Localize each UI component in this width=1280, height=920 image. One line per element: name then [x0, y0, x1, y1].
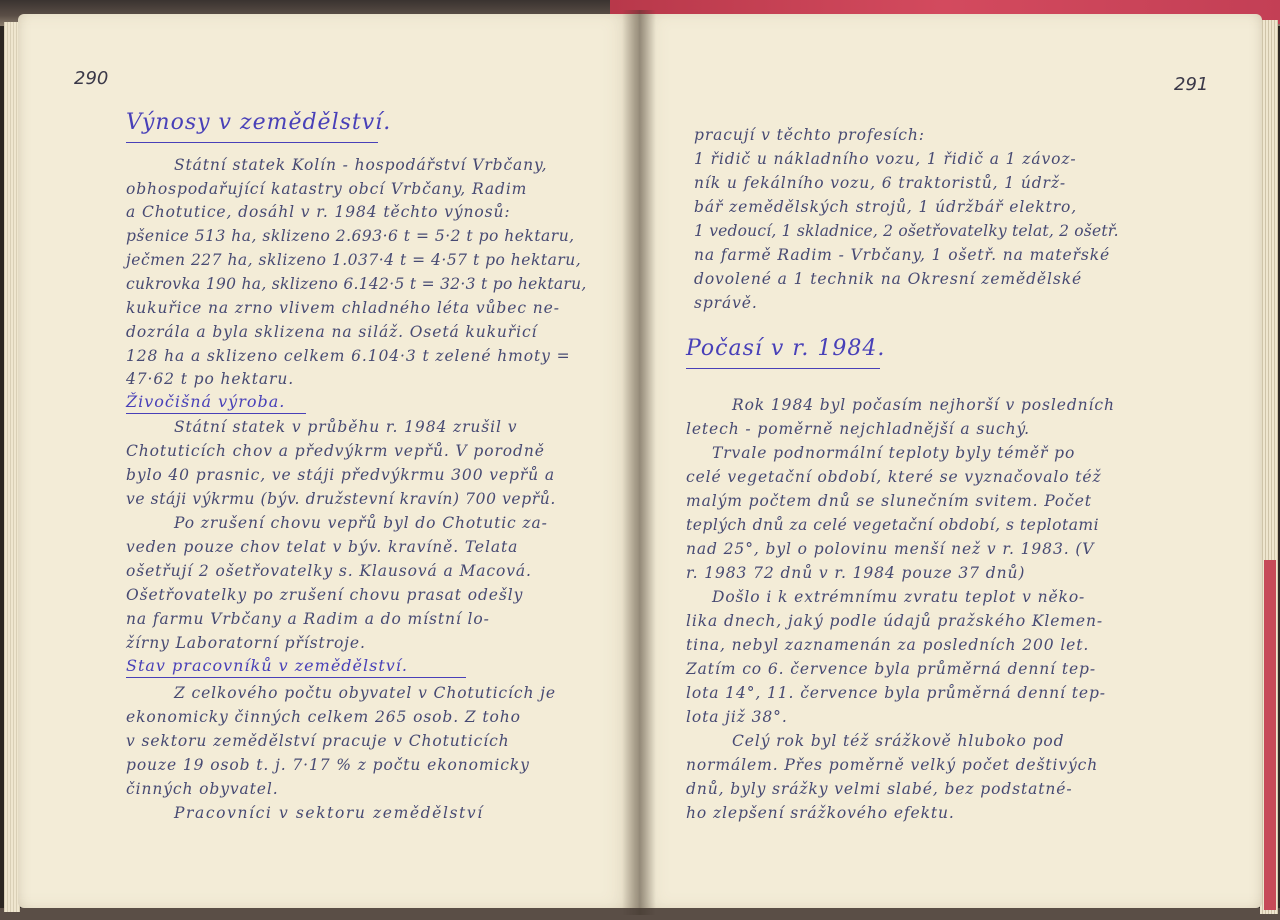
- text-line: ekonomicky činných celkem 265 osob. Z toho: [126, 708, 521, 726]
- text-line: dozrála a byla sklizena na siláž. Osetá kukuřicí: [126, 323, 538, 341]
- page-number-right: 291: [1174, 74, 1209, 95]
- text-line: Státní statek v průběhu r. 1984 zrušil v: [174, 418, 518, 436]
- text-line: pšenice 513 ha, sklizeno 2.693·6 t = 5·2 t po hektaru,: [126, 227, 575, 245]
- heading-animal-underline: [126, 413, 306, 414]
- heading-weather-underline: [686, 368, 880, 369]
- text-line: 128 ha a sklizeno celkem 6.104·3 t zelené hmoty =: [126, 347, 571, 365]
- text-line: ve stáji výkrmu (býv. družstevní kravín) 700 vepřů.: [126, 490, 556, 508]
- right-page: [636, 14, 1262, 908]
- text-line: lota 14°, 11. července byla průměrná denní tep-: [686, 684, 1106, 702]
- text-line: Trvale podnormální teploty byly téměř po: [712, 444, 1076, 462]
- text-line: 1 vedoucí, 1 skladnice, 2 ošetřovatelky telat, 2 ošetř.: [694, 222, 1119, 240]
- text-line: r. 1983 72 dnů v r. 1984 pouze 37 dnů): [686, 564, 1026, 582]
- text-line: obhospodařující katastry obcí Vrbčany, Radim: [126, 180, 528, 198]
- text-line: Zatím co 6. července byla průměrná denní tep-: [686, 660, 1096, 678]
- text-line: žírny Laboratorní přístroje.: [126, 634, 366, 652]
- text-line: normálem. Přes poměrně velký počet deštivých: [686, 756, 1099, 774]
- heading-weather: Počasí v r. 1984.: [686, 336, 886, 361]
- text-line: dovolené a 1 technik na Okresní zemědělské: [694, 270, 1083, 288]
- text-line: na farmě Radim - Vrbčany, 1 ošetř. na mateřské: [694, 246, 1111, 264]
- page-number-left: 290: [74, 68, 109, 89]
- text-line: cukrovka 190 ha, sklizeno 6.142·5 t = 32·3 t po hektaru,: [126, 275, 587, 293]
- text-line: Rok 1984 byl počasím nejhorší v posledních: [732, 396, 1115, 414]
- text-line: 47·62 t po hektaru.: [126, 370, 295, 388]
- text-line: letech - poměrně nejchladnější a suchý.: [686, 420, 1030, 438]
- left-page: [18, 14, 636, 908]
- text-line: Došlo i k extrémnímu zvratu teplot v něko-: [712, 588, 1086, 606]
- text-line: ošetřují 2 ošetřovatelky s. Klausová a Macová.: [126, 562, 532, 580]
- text-line: teplých dnů za celé vegetační období, s teplotami: [686, 516, 1100, 534]
- text-line: bář zemědělských strojů, 1 údržbář elektro,: [694, 198, 1078, 216]
- text-line: lota již 38°.: [686, 708, 788, 726]
- text-line: Státní statek Kolín - hospodářství Vrbčany,: [174, 156, 548, 174]
- text-line: 1 řidič u nákladního vozu, 1 řidič a 1 závoz-: [694, 150, 1077, 168]
- text-line: na farmu Vrbčany a Radim a do místní lo-: [126, 610, 490, 628]
- text-line: bylo 40 prasnic, ve stáji předvýkrmu 300 vepřů a: [126, 466, 555, 484]
- text-line: ho zlepšení srážkového efektu.: [686, 804, 955, 822]
- text-line: Po zrušení chovu vepřů byl do Chotutic za-: [174, 514, 548, 532]
- text-line: pouze 19 osob t. j. 7·17 % z počtu ekonomicky: [126, 756, 530, 774]
- text-line: činných obyvatel.: [126, 780, 279, 798]
- text-line: lika dnech, jaký podle údajů pražského Klemen-: [686, 612, 1103, 630]
- text-line: malým počtem dnů se slunečním svitem. Počet: [686, 492, 1092, 510]
- text-line: pracují v těchto profesích:: [694, 126, 925, 144]
- heading-workers-underline: [126, 677, 466, 678]
- text-line: Chotuticích chov a předvýkrm vepřů. V porodně: [126, 442, 545, 460]
- book-spine-gutter: [622, 10, 656, 915]
- text-line: Ošetřovatelky po zrušení chovu prasat odešly: [126, 586, 524, 604]
- heading-animal-production: Živočišná výroba.: [126, 392, 286, 411]
- text-line: Pracovníci v sektoru zemědělství: [174, 804, 484, 822]
- heading-yields: Výnosy v zemědělství.: [126, 110, 392, 135]
- text-line: ječmen 227 ha, sklizeno 1.037·4 t = 4·57 t po hektaru,: [126, 251, 582, 269]
- text-line: a Chotutice, dosáhl v r. 1984 těchto výnosů:: [126, 203, 511, 221]
- text-line: nad 25°, byl o polovinu menší než v r. 1983. (V: [686, 540, 1095, 558]
- text-line: v sektoru zemědělství pracuje v Chotuticích: [126, 732, 510, 750]
- red-cover-edge-right: [1264, 560, 1276, 910]
- heading-yields-underline: [126, 142, 378, 143]
- text-line: kukuřice na zrno vlivem chladného léta vůbec ne-: [126, 299, 560, 317]
- text-line: celé vegetační období, které se vyznačovalo též: [686, 468, 1102, 486]
- text-line: správě.: [694, 294, 758, 312]
- text-line: ník u fekálního vozu, 6 traktoristů, 1 údrž-: [694, 174, 1067, 192]
- heading-workers: Stav pracovníků v zemědělství.: [126, 656, 408, 675]
- text-line: dnů, byly srážky velmi slabé, bez podstatné-: [686, 780, 1073, 798]
- text-line: tina, nebyl zaznamenán za posledních 200 let.: [686, 636, 1090, 654]
- text-line: veden pouze chov telat v býv. kravíně. Telata: [126, 538, 519, 556]
- text-line: Celý rok byl též srážkově hluboko pod: [732, 732, 1065, 750]
- text-line: Z celkového počtu obyvatel v Chotuticích je: [174, 684, 556, 702]
